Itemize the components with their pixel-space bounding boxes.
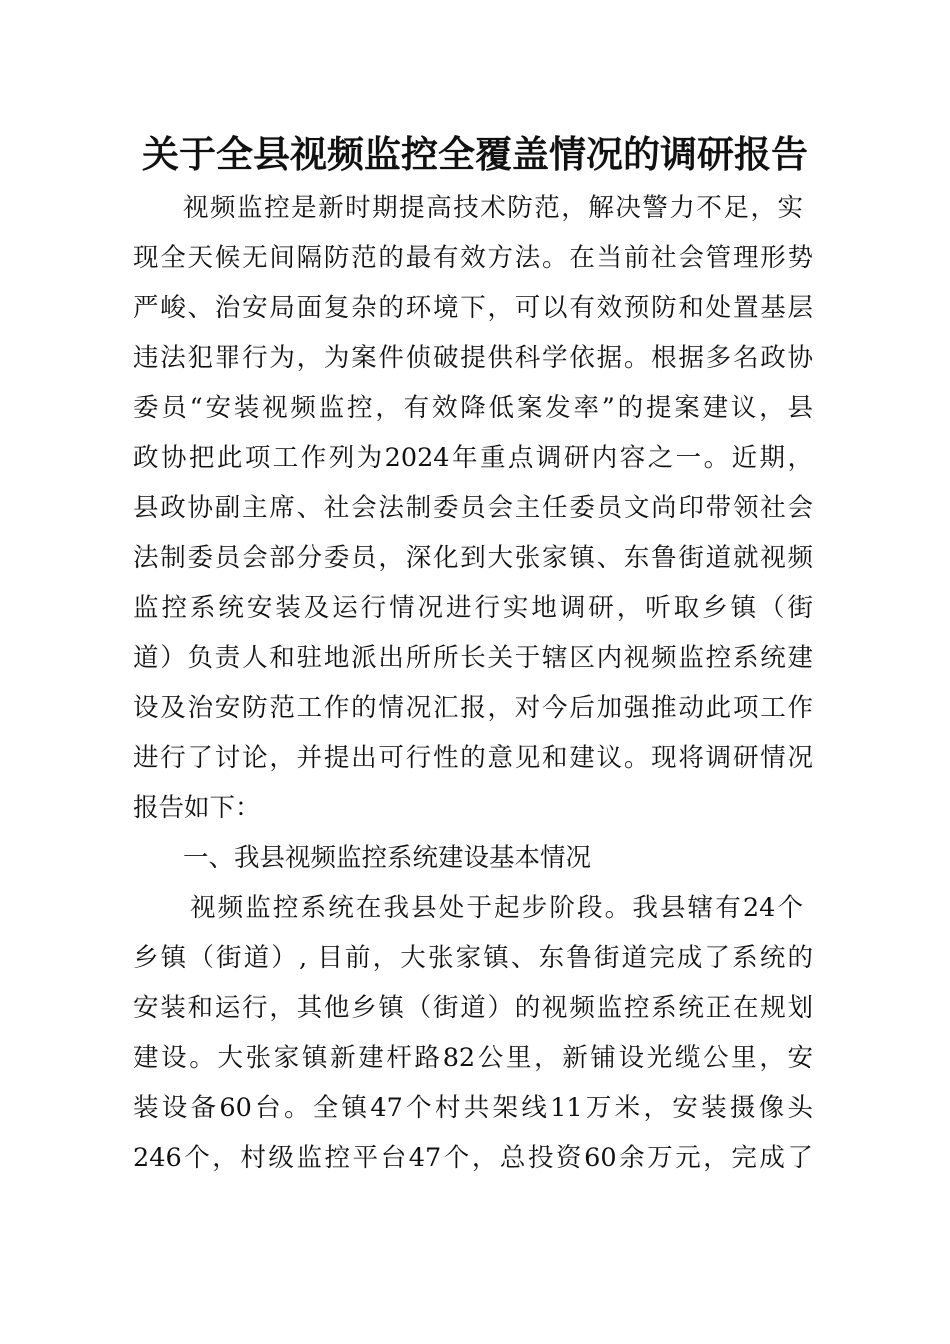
paragraph-line: 乡镇（街道）, 目前，大张家镇、东鲁街道完成了系统的: [133, 943, 813, 973]
paragraph-line: 道）负责人和驻地派出所所长关于辖区内视频监控系统建: [133, 643, 813, 673]
paragraph-line: 安装和运行，其他乡镇（街道）的视频监控系统正在规划: [133, 993, 813, 1023]
paragraph-line: 建设。大张家镇新建杆路82公里，新铺设光缆公里，安: [133, 1043, 813, 1073]
paragraph-line: 246个，村级监控平台47个，总投资60余万元，完成了: [133, 1143, 813, 1173]
paragraph-line: 违法犯罪行为，为案件侦破提供科学依据。根据多名政协: [133, 343, 813, 373]
paragraph-line: 视频监控系统在我县处于起步阶段。我县辖有24个: [190, 893, 803, 923]
document-title: 关于全县视频监控全覆盖情况的调研报告: [142, 132, 808, 176]
paragraph-line: 设及治安防范工作的情况汇报，对今后加强推动此项工作: [133, 693, 813, 723]
paragraph-line: 监控系统安装及运行情况进行实地调研，听取乡镇（街: [133, 593, 813, 623]
paragraph-line: 委员“安装视频监控，有效降低案发率”的提案建议，县: [133, 393, 813, 423]
paragraph-line: 进行了讨论，并提出可行性的意见和建议。现将调研情况: [133, 743, 813, 773]
paragraph-line: 法制委员会部分委员，深化到大张家镇、东鲁街道就视频: [133, 543, 813, 573]
paragraph-line: 现全天候无间隔防范的最有效方法。在当前社会管理形势: [133, 243, 813, 273]
paragraph-line: 报告如下：: [133, 793, 261, 823]
paragraph-line: 视频监控是新时期提高技术防范，解决警力不足，实: [183, 193, 803, 223]
paragraph-line: 严峻、治安局面复杂的环境下，可以有效预防和处置基层: [133, 293, 813, 323]
paragraph-line: 县政协副主席、社会法制委员会主任委员文尚印带领社会: [133, 493, 813, 523]
section-heading: 一、我县视频监控系统建设基本情况: [183, 843, 592, 873]
paragraph-line: 政协把此项工作列为2024年重点调研内容之一。近期，: [133, 443, 813, 473]
paragraph-line: 装设备60台。全镇47个村共架线11万米，安装摄像头: [133, 1093, 813, 1123]
